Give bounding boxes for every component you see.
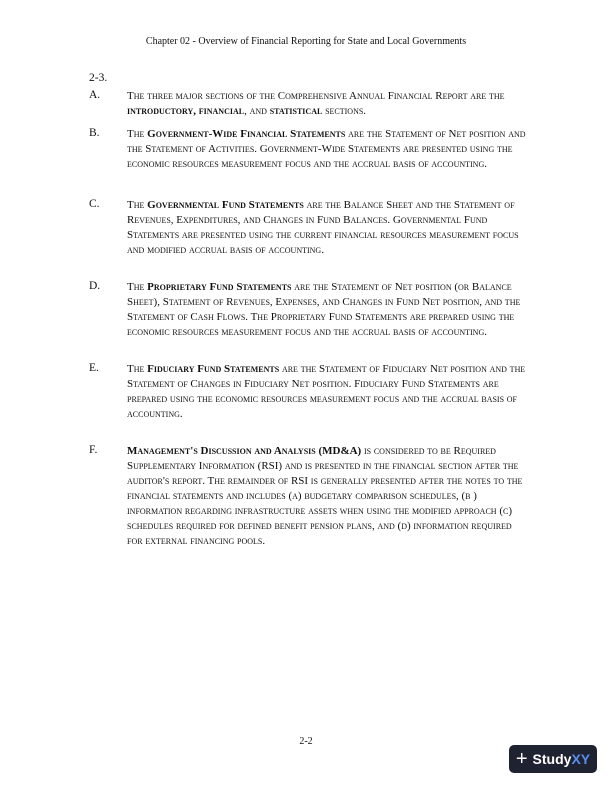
text-segment-bold: Proprietary Fund Statements: [147, 281, 292, 293]
item-letter: C.: [89, 198, 100, 210]
text-segment: The: [127, 363, 148, 375]
item-text: [127, 444, 529, 549]
text-segment: are the Statement of Net position (or Balance Sheet), Statement of Revenues, Expenses, and Changes in Fund Net position, and the Statement of Cash Flows. The Proprietary Fund Statements are prepared using the economic resources measurement focus and the accrual basis of accounting.: [127, 281, 521, 338]
item-letter: F.: [89, 444, 98, 456]
item-letter: B.: [89, 127, 100, 139]
badge-word: Study: [532, 751, 572, 767]
text-segment: is considered to be Required Supplementary Information (RSI) and is presented in the financial section after the auditor's report. The remainder of RSI is generally presented after the notes to the financial statements and includes (a) budgetary comparison schedules, (b ) information regarding infrastructure assets when using the modified approach (c) schedules required for defined benefit pension plans, and (d) information required for external financing pools.: [127, 445, 523, 547]
studyxy-badge[interactable]: [509, 745, 597, 773]
item-letter: E.: [89, 362, 99, 374]
page-header: Chapter 02 - Overview of Financial Reporting for State and Local Governments: [145, 36, 467, 47]
badge-suffix: XY: [571, 751, 591, 767]
text-segment-bold: introductory, financial: [127, 105, 245, 117]
text-segment: The three major sections of the Comprehensive Annual Financial Report are the: [127, 90, 505, 102]
text-segment-bold: statistical: [269, 105, 323, 117]
item-text: [127, 280, 529, 340]
text-segment-bold: Governmental Fund Statements: [147, 199, 304, 211]
text-segment-bold: Government-Wide Financial Statements: [147, 128, 346, 140]
text-segment: The: [127, 128, 148, 140]
text-segment: The: [127, 199, 148, 211]
item-text: [127, 89, 529, 119]
item-text: [127, 198, 529, 258]
text-segment: are the Balance Sheet and the Statement of Revenues, Expenditures, and Changes in Fund Balances. Governmental Fund Statements are presented using the current financial resources measurement focus and modified accrual basis of accounting.: [127, 199, 519, 256]
text-segment-bold: Fiduciary Fund Statements: [147, 363, 280, 375]
item-text: [127, 362, 529, 422]
question-number: 2-3.: [89, 72, 108, 84]
item-letter: A.: [89, 89, 101, 101]
plus-icon: +: [515, 748, 528, 770]
text-segment: sections.: [322, 105, 367, 117]
text-segment-bold: Management's Discussion and Analysis (MD&A): [127, 445, 362, 457]
text-segment: , and: [244, 105, 270, 117]
item-letter: D.: [89, 280, 101, 292]
text-segment: are the Statement of Fiduciary Net position and the Statement of Changes in Fiduciary Net position. Fiduciary Fund Statements are prepared using the economic resources measurement focus and the accrual basis of accounting.: [127, 363, 526, 420]
item-text: [127, 127, 529, 172]
text-segment: are the Statement of Net position and the Statement of Activities. Government-Wide Statements are presented using the economic resources measurement focus and the accrual basis of accounting.: [127, 128, 526, 170]
page-number: 2-2: [299, 736, 313, 747]
text-segment: The: [127, 281, 148, 293]
